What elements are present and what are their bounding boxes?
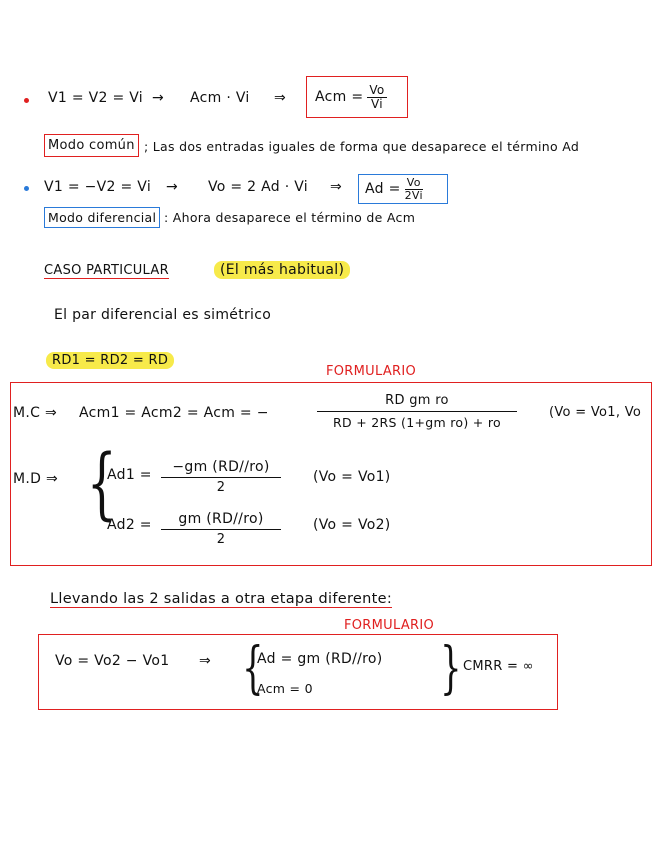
- formulario-2-box: [38, 634, 558, 710]
- line2-mid: Vo = 2 Ad · Vi: [208, 179, 308, 195]
- ad1-num: −gm (RD//ro): [161, 459, 281, 478]
- vo-equation: Vo = Vo2 − Vo1: [55, 653, 170, 669]
- mc-num: RD gm ro: [317, 393, 517, 412]
- md-brace: {: [86, 439, 117, 529]
- ad1-lhs: Ad1 =: [107, 467, 152, 483]
- formulario-2-acm: Acm = 0: [257, 681, 313, 696]
- line2-expr: V1 = −V2 = Vi: [44, 179, 152, 195]
- line1-expr: V1 = V2 = Vi: [48, 90, 143, 106]
- line2-implies: ⇒: [330, 179, 343, 195]
- formulario-1-box: [10, 382, 652, 566]
- mc-label: M.C ⇒: [13, 405, 57, 421]
- ad-box-lhs: Ad =: [365, 181, 401, 197]
- line2-arrow: →: [166, 179, 179, 195]
- ad1-fraction: [161, 459, 281, 495]
- formulario-2-title: FORMULARIO: [344, 618, 435, 633]
- formulario-2-implies: ⇒: [199, 653, 212, 669]
- line1-arrow: →: [152, 90, 165, 106]
- ad-box-fraction: [405, 177, 423, 201]
- ad-box-den: 2Vi: [404, 188, 423, 202]
- bullet-dot-red: [24, 98, 29, 103]
- simetrico-text: El par diferencial es simétrico: [54, 307, 272, 323]
- ad2-lhs: Ad2 =: [107, 517, 152, 533]
- acm-box-fraction: [367, 84, 386, 110]
- mc-condition: (Vo = Vo1, Vo: [549, 405, 642, 420]
- ad-result-box: [358, 174, 448, 204]
- llevando-heading: Llevando las 2 salidas a otra etapa diferente:: [50, 591, 393, 607]
- acm-result-box: [306, 76, 408, 118]
- line1-mid: Acm · Vi: [190, 90, 250, 106]
- modo-diferencial-text: : Ahora desaparece el término de Acm: [164, 210, 416, 225]
- caso-particular-title: CASO PARTICULAR: [44, 263, 169, 278]
- modo-diferencial-label: Modo diferencial: [44, 207, 160, 228]
- formulario-1-title: FORMULARIO: [326, 364, 417, 379]
- acm-box-den: Vi: [371, 96, 383, 111]
- ad2-fraction: [161, 511, 281, 547]
- line1-implies: ⇒: [274, 90, 287, 106]
- acm-box-lhs: Acm =: [315, 89, 364, 105]
- ad2-den: 2: [216, 532, 226, 547]
- modo-comun-label: Modo común: [44, 134, 139, 157]
- ad2-num: gm (RD//ro): [161, 511, 281, 530]
- bullet-dot-blue: [24, 186, 29, 191]
- md-label: M.D ⇒: [13, 471, 58, 487]
- modo-comun-text: ; Las dos entradas iguales de forma que desaparece el término Ad: [144, 139, 580, 154]
- acm-box-num: Vo: [369, 82, 385, 97]
- mc-fraction: [317, 393, 517, 430]
- formulario-2-left-brace: {: [242, 636, 264, 701]
- formulario-2-ad: Ad = gm (RD//ro): [257, 651, 383, 667]
- ad1-condition: (Vo = Vo1): [313, 469, 391, 485]
- caso-particular-highlight: (El más habitual): [214, 261, 350, 279]
- mc-den: RD + 2RS (1+gm ro) + ro: [333, 415, 501, 430]
- formulario-2-right-brace: }: [440, 636, 462, 701]
- cmrr-value: CMRR = ∞: [463, 659, 534, 674]
- ad-box-num: Vo: [406, 175, 421, 189]
- ad1-den: 2: [216, 480, 226, 495]
- mc-lhs: Acm1 = Acm2 = Acm = −: [79, 405, 269, 421]
- rd-equality: RD1 = RD2 = RD: [46, 352, 174, 369]
- ad2-condition: (Vo = Vo2): [313, 517, 391, 533]
